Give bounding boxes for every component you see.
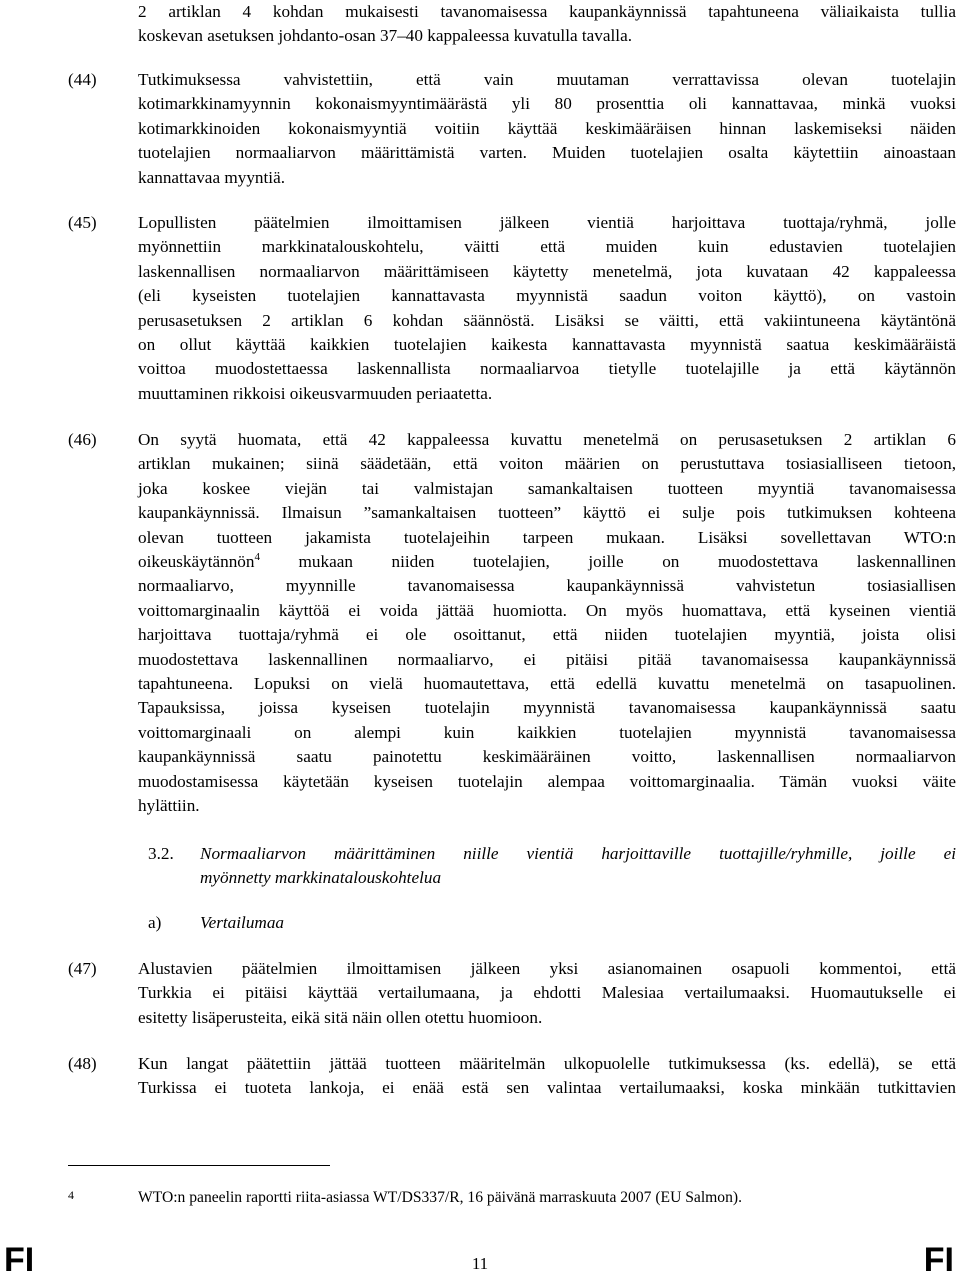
- paragraph-number: (46): [68, 430, 97, 449]
- text-line: tuotelajien normaaliarvon määrittämistä varten. Muiden tuotelajien osalta käytettiin ainoastaan: [138, 143, 956, 163]
- footer-language-right: FI: [923, 1241, 954, 1279]
- heading-line: myönnetty markkinatalouskohtelua: [200, 868, 442, 888]
- footer-language-left: FI: [4, 1241, 35, 1279]
- text-line: kotimarkkinoiden kokonaismyyntiä voitiin käyttää keskimääräisen hinnan laskemiseksi näiden: [138, 118, 956, 138]
- text-line: 2 artiklan 4 kohdan mukaisesti tavanomaisessa kaupankäynnissä tapahtuneena väliaikaista tullia: [138, 2, 956, 21]
- text-line: kaupankäynnissä saatu painotettu keskimääräinen voitto, laskennallisen normaaliarvon: [138, 747, 956, 767]
- text-line: perusasetuksen 2 artiklan 6 kohdan säännöstä. Lisäksi se väitti, että vakiintuneena käytäntönä: [138, 310, 956, 330]
- text-line: [138, 550, 956, 574]
- text-line: olevan tuotteen jakamista tuotelajeihin tarpeen mukaan. Lisäksi sovellettavan WTO:n: [138, 527, 956, 547]
- text-line: on ollut käyttää kaikkien tuotelajien kaikesta kannattavasta myynnistä saatua keskimääräistä: [138, 335, 956, 355]
- paragraph-number: (48): [68, 1054, 97, 1073]
- text-line: tapahtuneena. Lopuksi on vielä huomautettava, että edellä kuvattu menetelmä on tasapuolinen.: [138, 674, 956, 694]
- page-number: 11: [471, 1254, 489, 1273]
- section-number: 3.2.: [148, 844, 174, 863]
- text-line: kannattavaa myyntiä.: [138, 167, 285, 187]
- section-title: [200, 842, 956, 891]
- text-line: myönnettiin markkinatalouskohtelu, väitti että muiden kuin edustavien tuotelajien: [138, 237, 956, 257]
- footnote-reference[interactable]: 4: [254, 551, 260, 564]
- text-line: Turkissa ei tuoteta lankoja, ei enää estä sen valintaa vertailumaaksi, koska minkään tutkittavien: [138, 1078, 956, 1098]
- text-line: muodostamisessa käytetään kyseisen tuotelajin alempaa voittomarginaalia. Tämän vuoksi väite: [138, 771, 956, 791]
- continuation-text: [138, 0, 956, 49]
- paragraph-text: [138, 211, 956, 406]
- text-line: Alustavien päätelmien ilmoittamisen jälkeen yksi asianomainen osapuoli kommentoi, että: [138, 959, 956, 978]
- text-segment: oikeuskäytännön: [138, 552, 255, 572]
- text-line: Lopullisten päätelmien ilmoittamisen jälkeen vientiä harjoittava tuottaja/ryhmä, jolle: [138, 213, 956, 232]
- footnote-separator: [68, 1165, 330, 1166]
- text-line: voittomarginaali on alempi kuin kaikkien tuotelajien myynnistä tavanomaisessa: [138, 722, 956, 742]
- footnote-mark: 4: [68, 1188, 74, 1202]
- footnote-text: WTO:n paneelin raportti riita-asiassa WT/DS337/R, 16 päivänä marraskuuta 2007 (EU Salmon).: [138, 1189, 742, 1206]
- subsection-title: Vertailumaa: [200, 913, 285, 932]
- text-line: normaaliarvo, myynnille tavanomaisessa kaupankäynnissä vahvistetun tosiasiallisen: [138, 576, 956, 596]
- paragraph-number: (47): [68, 959, 97, 978]
- text-line: Tutkimuksessa vahvistettiin, että vain muutaman verrattavissa olevan tuotelajin: [138, 70, 956, 89]
- text-line: Turkkia ei pitäisi käyttää vertailumaana, ja ehdotti Malesiaa vertailumaaksi. Huomautukselle ei: [138, 983, 956, 1003]
- text-line: Tapauksissa, joissa kyseisen tuotelajin myynnistä tavanomaisessa kaupankäynnissä saatu: [138, 698, 956, 718]
- paragraph-text: [138, 68, 956, 190]
- paragraph-text: [138, 428, 956, 819]
- text-line: (eli kyseisten tuotelajien kannattavasta myynnistä saadun voiton käyttö), on vastoin: [138, 286, 956, 306]
- paragraph-number: (45): [68, 213, 97, 232]
- text-line: muodostettava laskennallinen normaaliarvo, ei pitäisi pitää tavanomaisessa kaupankäynnissä: [138, 649, 956, 669]
- text-line: artiklan mukainen; siinä säädetään, että voiton määrien on perustuttava tosiasialliseen tietoon,: [138, 454, 956, 474]
- text-line: Kun langat päätettiin jättää tuotteen määritelmän ulkopuolelle tutkimuksessa (ks. edellä), se että: [138, 1054, 956, 1073]
- text-line: kaupankäynnissä. Ilmaisun ”samankaltaisen tuotteen” käyttö ei sulje pois tutkimuksen kohteena: [138, 503, 956, 523]
- text-line: hylättiin.: [138, 796, 200, 816]
- paragraph-text: [138, 1052, 956, 1101]
- text-line: harjoittava tuottaja/ryhmä ei ole osoittanut, että niiden tuotelajien myyntiä, joista olisi: [138, 625, 956, 645]
- subsection-number: a): [148, 913, 162, 932]
- text-line: muuttaminen rikkoisi oikeusvarmuuden periaatetta.: [138, 383, 493, 403]
- text-line: joka koskee viejän tai valmistajan samankaltaisen tuotteen myyntiä tavanomaisessa: [138, 478, 956, 498]
- heading-line: Normaaliarvon määrittäminen niille vientiä harjoittaville tuottajille/ryhmille, joille ei: [200, 844, 956, 863]
- paragraph-text: [138, 957, 956, 1030]
- text-line: voittomarginaalin käyttöä ei voida jättää huomiotta. On myös huomattava, että kyseinen vientiä: [138, 600, 956, 620]
- text-line: kotimarkkinamyynnin kokonaismyyntimäärästä yli 80 prosenttia oli kannattavaa, minkä vuoksi: [138, 94, 956, 114]
- text-line: koskevan asetuksen johdanto-osan 37–40 kappaleessa kuvatulla tavalla.: [138, 26, 632, 46]
- text-segment: mukaan niiden tuotelajien, joille on muodostettava laskennallinen: [259, 552, 956, 572]
- text-line: esitetty lisäperusteita, eikä sitä näin ollen otettu huomioon.: [138, 1007, 543, 1027]
- text-line: voittoa muodostettaessa laskennallista normaaliarvoa tietylle tuotelajille ja että käytännön: [138, 359, 956, 379]
- paragraph-number: (44): [68, 70, 97, 89]
- text-line: On syytä huomata, että 42 kappaleessa kuvattu menetelmä on perusasetuksen 2 artiklan 6: [138, 430, 956, 449]
- text-line: laskennallisen normaaliarvon määrittämiseen käytetty menetelmä, jota kuvataan 42 kappaleessa: [138, 261, 956, 281]
